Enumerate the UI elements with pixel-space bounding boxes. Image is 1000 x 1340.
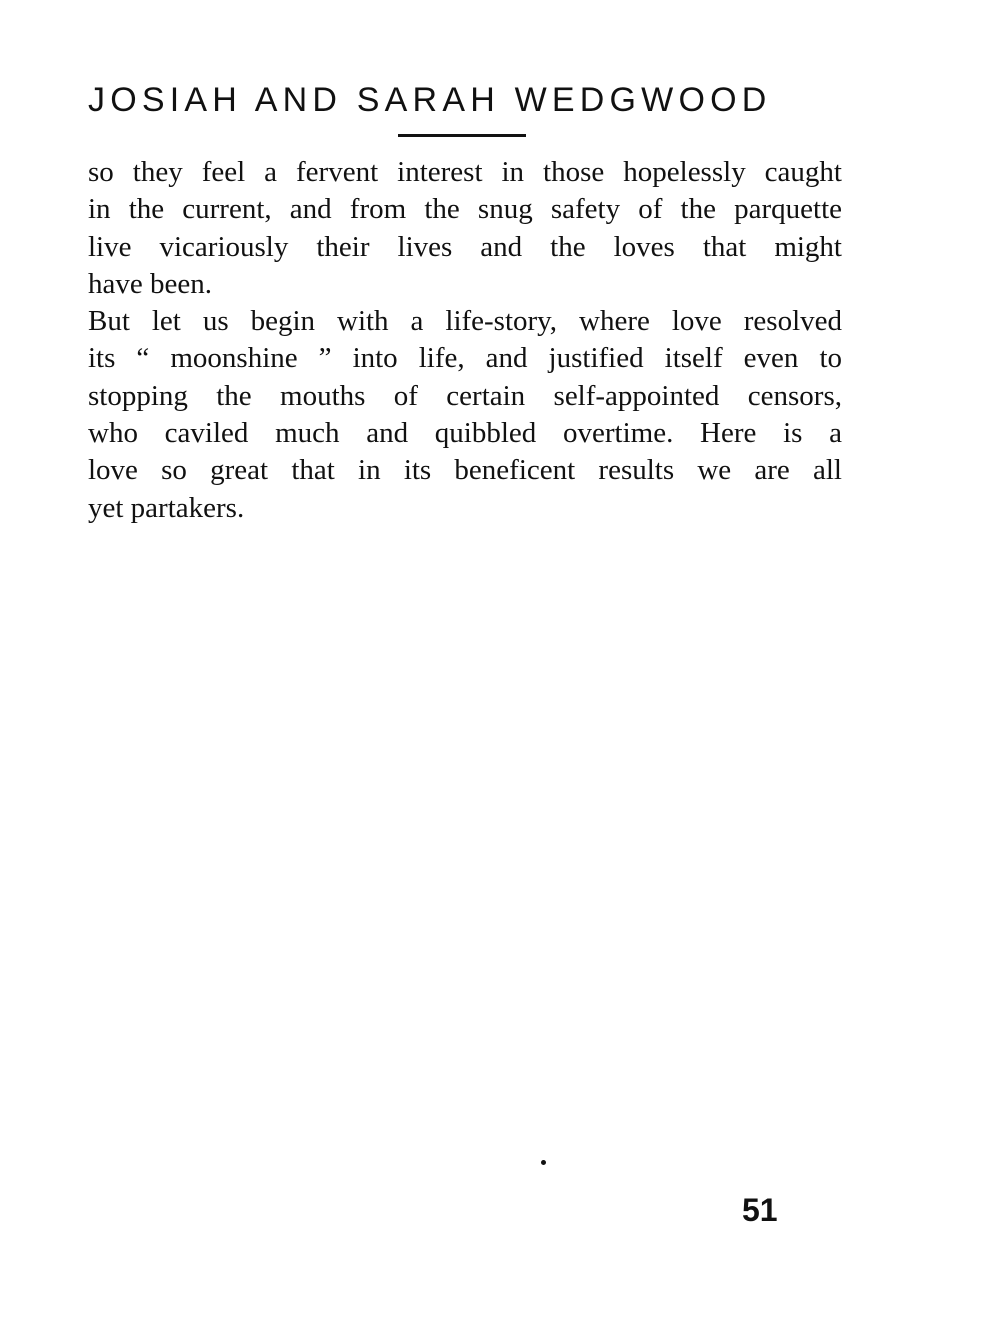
page-number: 51: [742, 1192, 778, 1228]
text-line: love so great that in its beneficent results we are all: [88, 454, 842, 487]
text-line: have been.: [88, 267, 212, 300]
print-dot: [541, 1160, 546, 1165]
running-title: JOSIAH AND SARAH WEDGWOOD: [88, 81, 772, 119]
text-line: its “ moonshine ” into life, and justified itself even to: [88, 342, 842, 375]
text-line: who caviled much and quibbled overtime. Here is a: [88, 417, 842, 450]
text-line: stopping the mouths of certain self-appointed censors,: [88, 379, 842, 412]
paragraph-1: [88, 154, 842, 303]
text-line: live vicariously their lives and the loves that might: [88, 230, 842, 263]
text-line: in the current, and from the snug safety of the parquette: [88, 193, 842, 226]
paragraph-2: [88, 303, 842, 527]
text-line: so they feel a fervent interest in those hopelessly caught: [88, 156, 842, 188]
title-rule: [398, 134, 526, 137]
body-text: [88, 154, 842, 527]
text-line: yet partakers.: [88, 491, 245, 524]
text-line: But let us begin with a life-story, where love resolved: [88, 305, 842, 338]
